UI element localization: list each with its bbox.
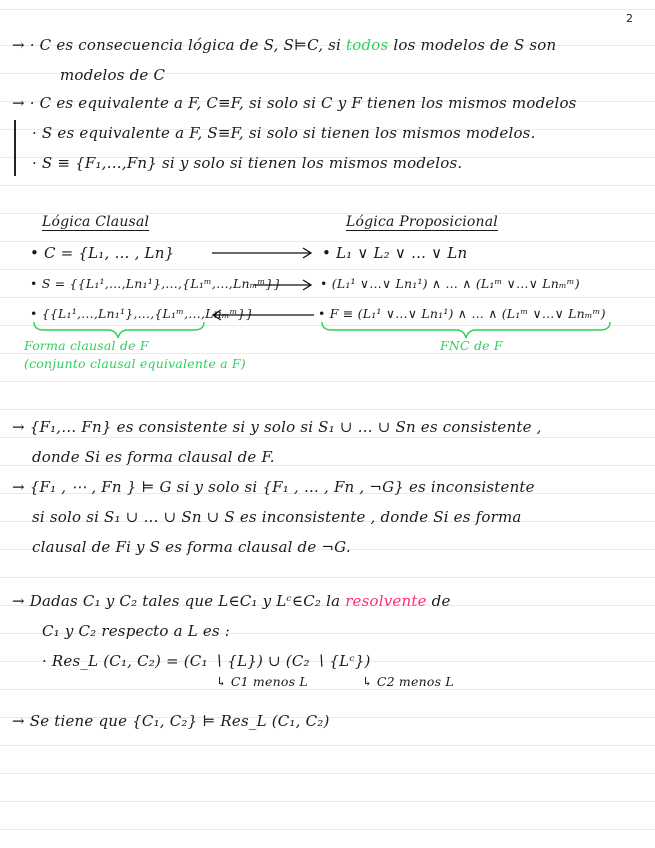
brace-clausal xyxy=(34,322,204,338)
label-fnc: FNC de F xyxy=(440,338,503,353)
label-clausal-set: (conjunto clausal equivalente a F) xyxy=(24,356,246,371)
resolvent-definition-cont: C₁ y C₂ respecto a L es : xyxy=(42,622,231,640)
row-clause-left: • C = {L₁, … , Ln} xyxy=(30,244,175,262)
resolvent-definition xyxy=(12,592,451,610)
entailment-cont-2: clausal de Fi y S es forma clausal de ¬G. xyxy=(32,538,351,556)
consistency-where: donde Si es forma clausal de F. xyxy=(32,448,275,466)
heading-propositional-logic: Lógica Proposicional xyxy=(346,214,498,230)
row-set-left: • S = {{L₁¹,…,Ln₁¹},…,{L₁ᵐ,…,Lnₘᵐ}} xyxy=(30,276,282,291)
consistency-statement: → {F₁,… Fn} es consistente si y solo si S₁ ∪ … ∪ Sn es consistente , xyxy=(12,418,542,436)
definition-consequence-cont: modelos de C xyxy=(60,66,166,84)
definition-equivalence-set: · S es equivalente a F, S≡F, si solo si tienen los mismos modelos. xyxy=(32,124,536,142)
brace-fnc xyxy=(322,322,610,338)
row-form-left: • {{L₁¹,…,Ln₁¹},…,{L₁ᵐ,…,Lnₘᵐ}} xyxy=(30,306,254,321)
entailment-cont-1: si solo si S₁ ∪ … ∪ Sn ∪ S es inconsistente , donde Si es forma xyxy=(32,508,522,526)
heading-clausal-logic: Lógica Clausal xyxy=(42,214,150,230)
page-number: 2 xyxy=(626,12,633,25)
note-c2-minus-l: ↳ C2 menos L xyxy=(362,674,454,689)
resolvent-definition-suffix: de xyxy=(426,592,451,610)
entailment-statement: → {F₁ , ⋯ , Fn } ⊨ G si y solo si {F₁ , … , Fn , ¬G} es inconsistente xyxy=(12,478,535,496)
definition-consequence-suffix: los modelos de S son xyxy=(388,36,557,54)
row-clause-right: • L₁ ∨ L₂ ∨ … ∨ Ln xyxy=(322,244,468,262)
row-set-right: • (L₁¹ ∨…∨ Ln₁¹) ∧ … ∧ (L₁ᵐ ∨…∨ Lnₘᵐ) xyxy=(320,276,580,291)
definition-consequence-prefix: → · C es consecuencia lógica de S, S⊨C, si xyxy=(12,36,347,54)
highlight-resolvente: resolvente xyxy=(345,592,427,610)
label-clausal-form: Forma clausal de F xyxy=(24,338,149,353)
resolvent-definition-prefix: → Dadas C₁ y C₂ tales que L∈C₁ y Lᶜ∈C₂ la xyxy=(12,592,346,610)
definition-equivalence-clause: → · C es equivalente a F, C≡F, si solo si C y F tienen los mismos modelos xyxy=(12,94,577,112)
resolvent-entailment: → Se tiene que {C₁, C₂} ⊨ Res_L (C₁, C₂) xyxy=(12,712,330,730)
row-form-right: • F ≡ (L₁¹ ∨…∨ Ln₁¹) ∧ … ∧ (L₁ᵐ ∨…∨ Lnₘᵐ) xyxy=(318,306,606,321)
resolvent-formula: · Res_L (C₁, C₂) = (C₁ ∖ {L}) ∪ (C₂ ∖ {Lᶜ}) xyxy=(42,652,371,670)
highlight-todos: todos xyxy=(346,36,389,54)
note-c1-minus-l: ↳ C1 menos L xyxy=(216,674,308,689)
definition-equivalence-formulas: · S ≡ {F₁,…,Fn} si y solo si tienen los mismos modelos. xyxy=(32,154,463,172)
